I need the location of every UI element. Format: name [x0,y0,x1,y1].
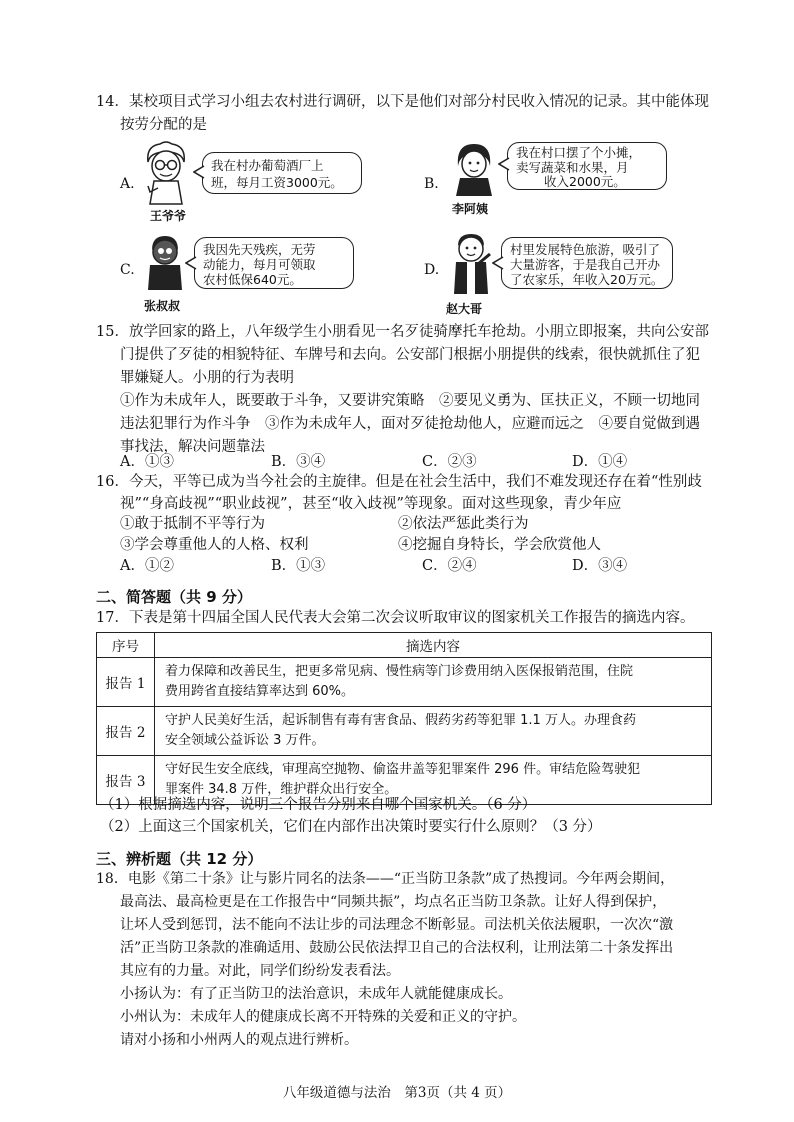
reports-table [96,632,712,805]
report-2-line2: 安全领域公益诉讼 3 万件。 [165,733,325,748]
q15-option-b: B．③④ [271,454,326,470]
q16-item-3: ③学会尊重他人的人格、权利 [120,537,309,553]
bubble-d-tail [492,256,504,270]
aunt-illustration [452,140,496,198]
page-footer: 八年级道德与法治 第3页（共 4 页） [282,1085,512,1101]
q18-line4: 活”正当防卫条款的准确适用、鼓励公民依法捍卫自己的合法权利，让刑法第二十条发挥出 [120,940,674,956]
q14-option-c-name: 张叔叔 [144,299,181,313]
q16-option-a: A．①② [120,558,174,574]
q16-option-d: D．③④ [572,558,628,574]
q16-line2: 视”“身高歧视”“职业歧视”，甚至“收入歧视”等现象。面对这些现象，青少年应 [120,496,622,512]
bubble-c-line2: 动能力，每月可领取 [203,257,316,272]
q14-option-b-letter: B. [424,176,439,192]
q15-option-c: C．②③ [422,454,477,470]
bubble-b-line1: 我在村口摆了个小摊， [516,145,642,160]
q14-stem-line2: 按劳分配的是 [120,117,207,133]
q14-option-a-letter: A. [120,176,135,192]
q18-line8: 请对小扬和小州两人的观点进行辨析。 [120,1032,358,1048]
bubble-c-line3: 农村低保640元。 [203,272,302,287]
q14-option-b-name: 李阿姨 [452,202,489,216]
q16-line1: 16．今天，平等已成为当今社会的主旋律。但是在社会生活中，我们不难发现还存在着“性别歧 [96,474,702,490]
report-2-content [155,707,712,756]
header-content: 摘选内容 [155,633,712,658]
bubble-b-line3: 收入2000元。 [544,174,626,189]
q15-option-a: A．①③ [120,454,174,470]
report-2-line1: 守护人民美好生活，起诉制售有毒有害食品、假药劣药等犯罪 1.1 万人。办理食药 [165,713,636,728]
q15-line6: 事找法，解决问题靠法 [120,439,265,455]
q15-line5: 违法犯罪行为作斗争 ③作为未成年人，面对歹徒抢劫他人，应避而远之 ④要自觉做到遇 [120,416,700,432]
section-2-title: 二、简答题（共 9 分） [96,588,252,606]
q18-line2: 最高法、最高检更是在工作报告中“同频共振”，均点名正当防卫条款。让好人得到保护， [120,894,667,910]
header-number: 序号 [97,633,155,658]
bubble-d-line3: 了农家乐，年收入20万元。 [510,272,664,287]
bubble-d-line2: 大量游客，于是我自己开办 [510,257,661,272]
bubble-b-tail [498,157,510,171]
q17-stem: 17．下表是第十四届全国人民代表大会第二次会议听取审议的图家机关工作报告的摘选内容。 [96,610,695,626]
bubble-a-tail [193,165,205,179]
q18-line5: 其应有的力量。对此，同学们纷纷发表看法。 [120,963,400,979]
table-row [97,658,712,707]
q15-line1: 15．放学回家的路上，八年级学生小朋看见一名歹徒骑摩托车抢劫。小朋立即报案，共向公安部 [96,324,709,340]
q18-line3: 让坏人受到惩罚，法不能向不法让步的司法理念不断彰显。司法机关依法履职，一次次“激 [120,917,674,933]
q14-option-d-bubble [501,237,673,289]
q15-option-d: D．①④ [572,454,628,470]
report-1-content [155,658,712,707]
q14-stem-line1: 14．某校项目式学习小组去农村进行调研，以下是他们对部分村民收入情况的记录。其中能体现 [96,94,709,110]
brother-zhao-illustration [448,230,494,296]
q14-option-c-bubble [194,237,354,289]
q18-line1: 18．电影《第二十条》让与影片同名的法条——“正当防卫条款”成了热搜词。今年两会期间， [96,871,675,887]
report-1-number: 报告 1 [97,658,155,707]
bubble-a-line2: 班，每月工资3000元。 [211,175,343,190]
q17-sub-question-2: （2）上面这三个国家机关，它们在内部作出决策时要实行什么原则？（3 分） [100,819,602,835]
q16-item-1: ①敢于抵制不平等行为 [120,516,265,532]
report-3-line2: 罪案件 34.8 万件，维护群众出行安全。 [165,782,398,797]
section-3-title: 三、辨析题（共 12 分） [96,850,263,868]
q14-option-a-name: 王爷爷 [150,209,187,223]
table-row [97,707,712,756]
report-3-line1: 守好民生安全底线，审理高空抛物、偷盗井盖等犯罪案件 296 件。审结危险驾驶犯 [165,762,641,777]
q16-item-2: ②依法严惩此类行为 [398,516,529,532]
table-header-row [97,633,712,658]
bubble-c-tail [185,256,197,270]
bubble-d-line1: 村里发展特色旅游，吸引了 [510,242,661,257]
q16-item-4: ④挖掘自身特长，学会欣赏他人 [398,537,601,553]
q16-option-b: B．①③ [271,558,326,574]
q14-option-c-letter: C. [120,262,135,278]
q18-line6: 小扬认为：有了正当防卫的法治意识，未成年人就能健康成长。 [120,986,512,1002]
q14-option-d-name: 赵大哥 [446,302,483,316]
q16-option-c: C．②④ [422,558,477,574]
q15-line3: 罪嫌疑人。小朋的行为表明 [120,370,294,386]
q14-option-d-letter: D. [424,262,440,278]
report-1-line1: 着力保障和改善民生，把更多常见病、慢性病等门诊费用纳入医保报销范围，住院 [165,664,634,679]
bubble-b-line2: 卖写蔬菜和水果，月 [516,159,629,175]
bubble-a-line1: 我在村办葡萄酒厂上 [211,158,324,173]
q14-option-b-bubble [507,142,667,190]
bubble-c-line1: 我因先天残疾，无劳 [203,242,316,257]
q15-line4: ①作为未成年人，既要敢于斗争，又要讲究策略 ②要见义勇为、匡扶正义，不顾一切地同 [120,393,700,409]
grandpa-illustration [140,140,192,206]
q17-sub-question-1: （1）根据摘选内容，说明三个报告分别来自哪个国家机关。（6 分） [100,797,537,813]
q15-line2: 门提供了歹徒的相貌特征、车牌号和去向。公安部门根据小朋提供的线索，很快就抓住了犯 [120,347,700,363]
q14-option-a-bubble [202,152,362,194]
report-3-number: 报告 3 [97,756,155,805]
uncle-zhang-illustration [144,232,186,292]
report-1-line2: 费用跨省直接结算率达到 60%。 [165,684,355,699]
report-2-number: 报告 2 [97,707,155,756]
q18-line7: 小州认为：未成年人的健康成长离不开特殊的关爱和正义的守护。 [120,1009,526,1025]
